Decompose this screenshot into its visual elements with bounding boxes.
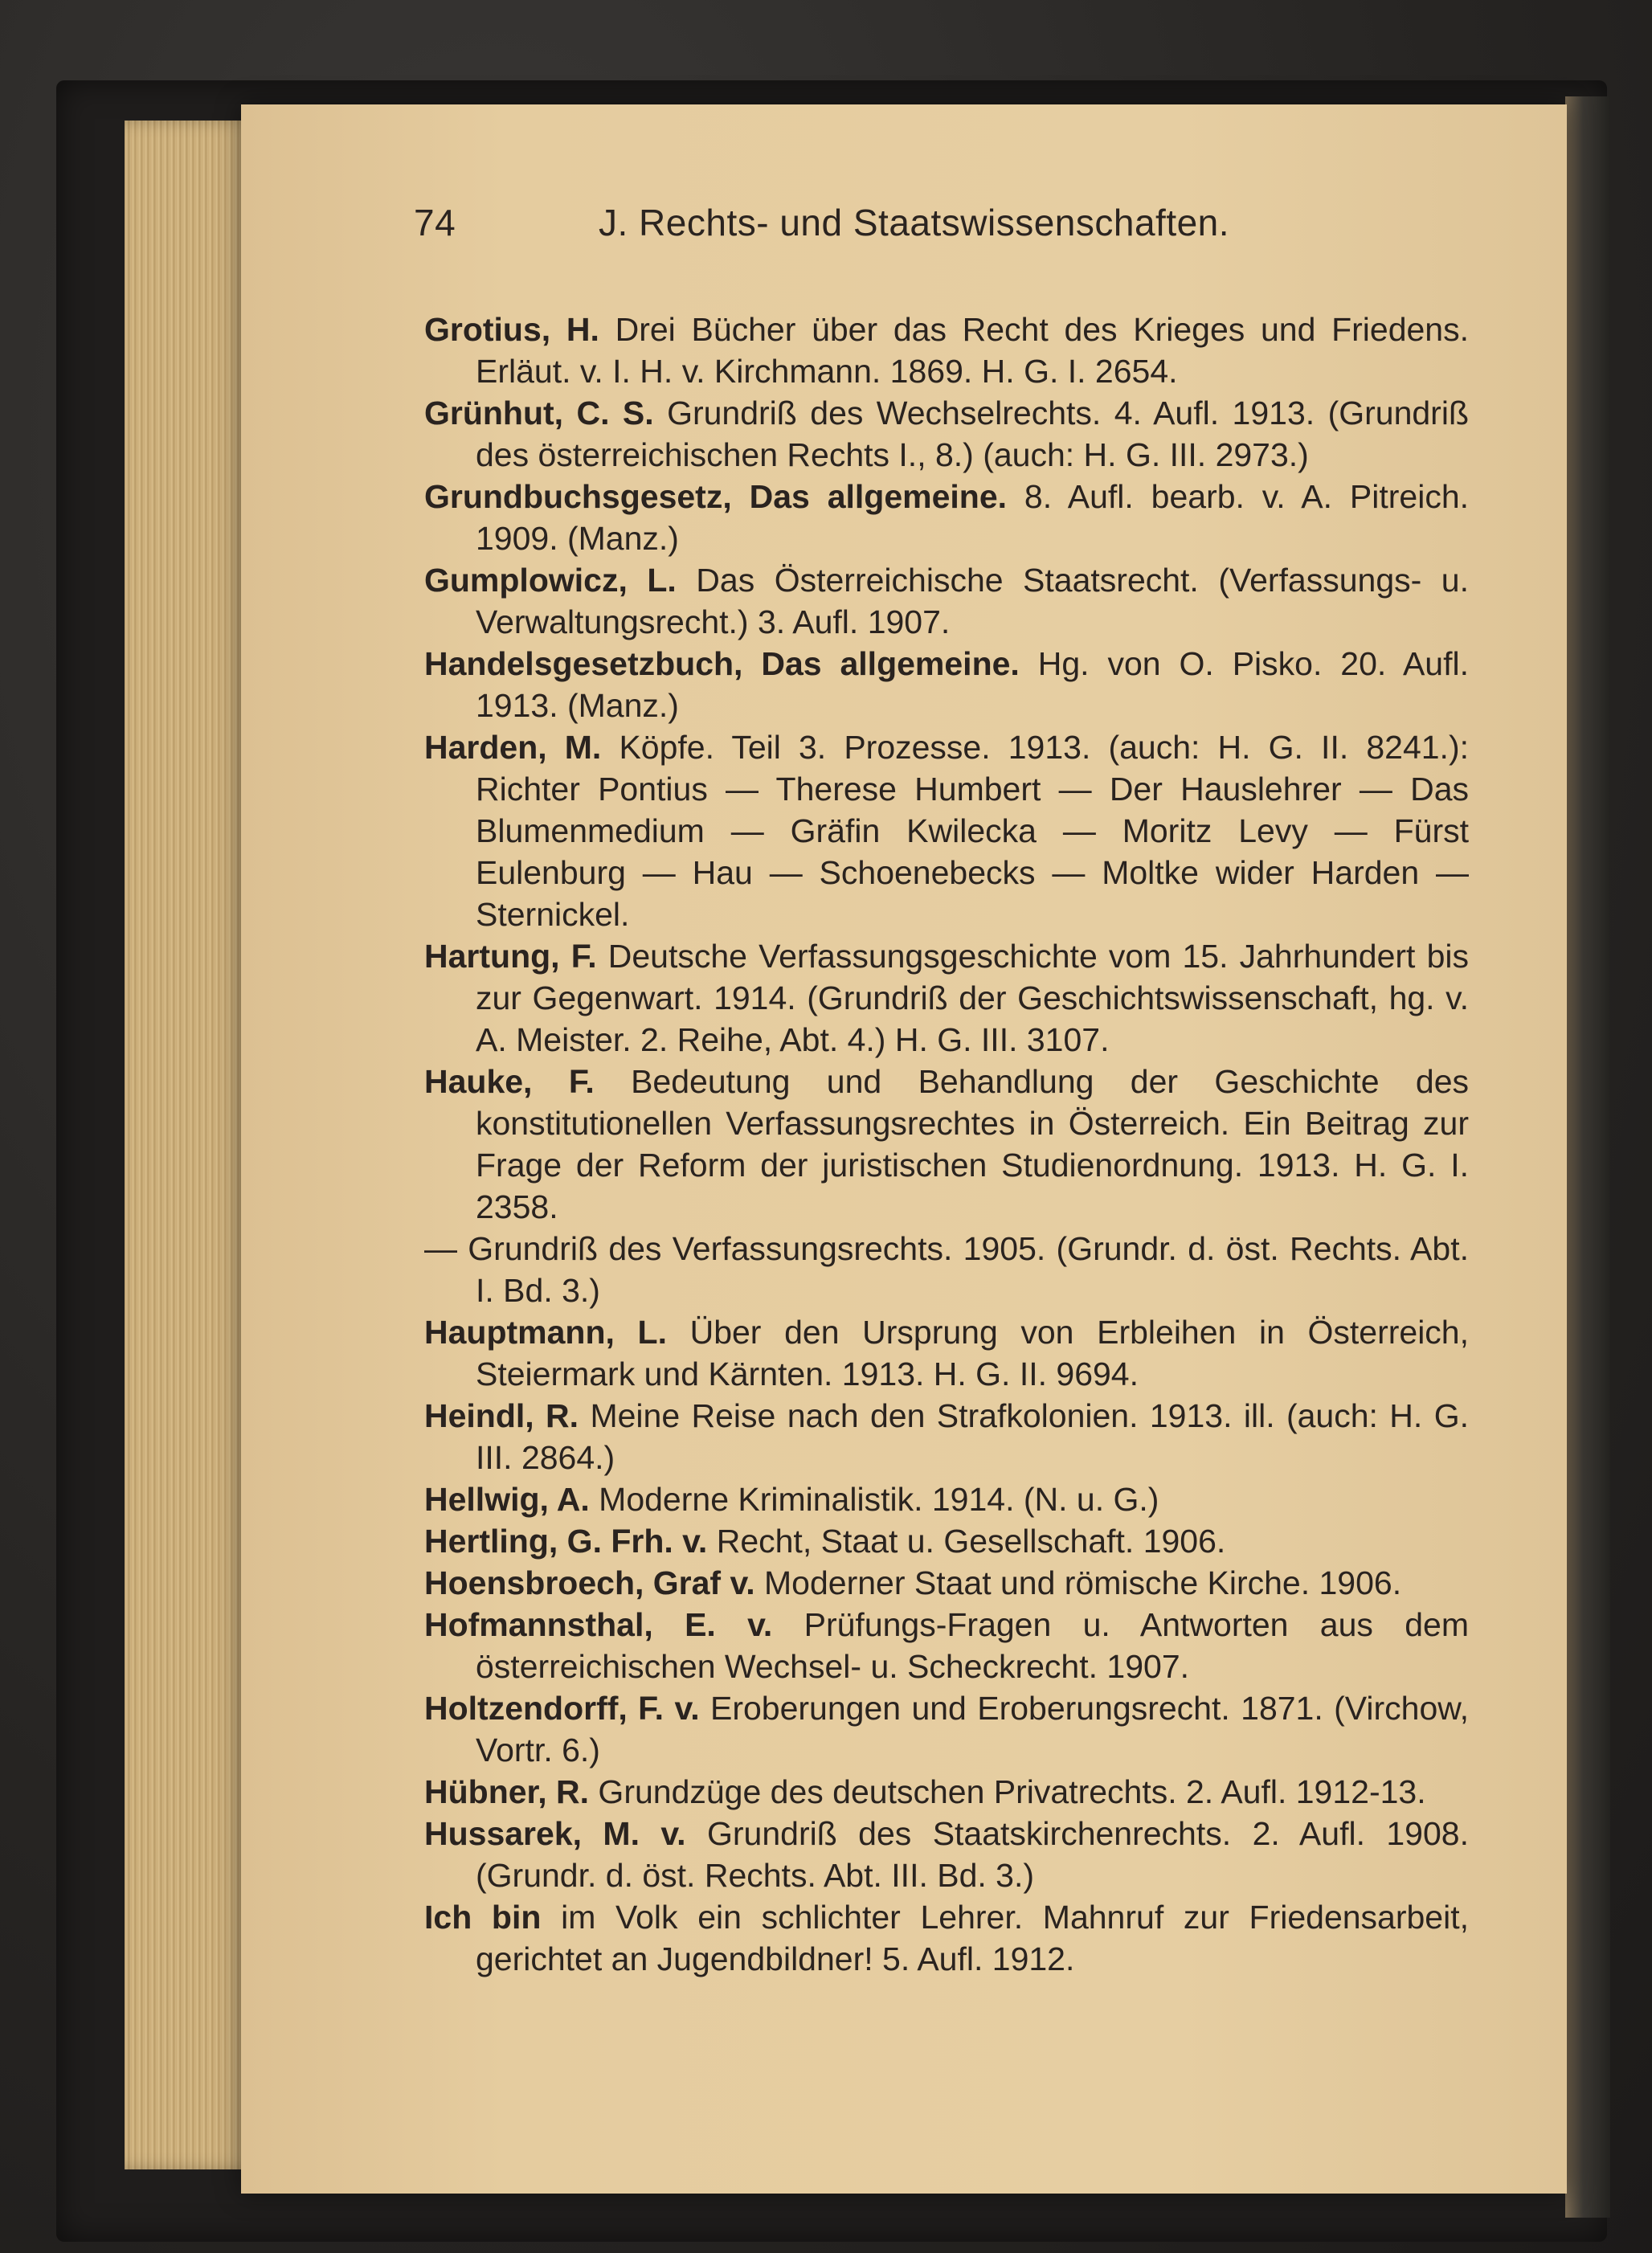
- entry-text: Moderner Staat und römische Kirche. 1906.: [754, 1564, 1402, 1601]
- running-head: J. Rechts- und Staatswissenschaften.: [599, 202, 1230, 243]
- book-gutter: [1565, 96, 1610, 2218]
- bibliography-entry: [424, 1771, 1469, 1813]
- entry-author: Hübner, R.: [424, 1773, 590, 1810]
- entry-author: Hauke, F.: [424, 1063, 595, 1100]
- entry-text: Drei Bücher über das Recht des Krieges und Friedens. Erläut. v. I. H. v. Kirchmann. 1869. H. G. I. 2654.: [476, 311, 1469, 390]
- page-edges: [125, 121, 253, 2169]
- entry-text: Deutsche Verfassungsgeschichte vom 15. Jahrhundert bis zur Gegenwart. 1914. (Grundriß der Geschichtswissenschaft, hg. v. A. Meister. 2. Reihe, Abt. 4.) H. G. III. 3107.: [476, 938, 1470, 1058]
- bibliography-entry: [424, 476, 1469, 559]
- entry-text: 8. Aufl. bearb. v. A. Pitreich. 1909. (Manz.): [476, 478, 1470, 557]
- entry-author: Hartung, F.: [424, 938, 597, 975]
- entry-author: Holtzendorff, F. v.: [424, 1690, 700, 1727]
- bibliography-entry: [424, 1520, 1469, 1562]
- entry-author: Ich bin: [424, 1899, 542, 1936]
- bibliography-entry: [424, 1395, 1469, 1478]
- entry-text: Bedeutung und Behandlung der Geschichte des konstitutionellen Verfassungsrechtes in Österreich. Ein Beitrag zur Frage der Reform der juristischen Studienordnung. 1913. H. G. I. 2358.: [476, 1063, 1470, 1225]
- bibliography-entry: [424, 392, 1469, 476]
- bibliography-entry: [424, 726, 1469, 935]
- bibliography-list: [424, 309, 1469, 1980]
- entry-text: Über den Ursprung von Erbleihen in Österreich, Steiermark und Kärnten. 1913. H. G. II. 9694.: [476, 1314, 1469, 1392]
- bibliography-entry: [424, 559, 1469, 643]
- entry-author: Heindl, R.: [424, 1397, 579, 1434]
- bibliography-entry: [424, 935, 1469, 1061]
- bibliography-entry: [424, 1061, 1469, 1228]
- entry-text: Hg. von O. Pisko. 20. Aufl. 1913. (Manz.): [476, 645, 1469, 724]
- entry-author: Grünhut, C. S.: [424, 395, 654, 431]
- entry-author: Hertling, G. Frh. v.: [424, 1523, 708, 1560]
- bibliography-entry: [424, 1562, 1469, 1604]
- bibliography-entry: [424, 1813, 1469, 1896]
- entry-dash: —: [424, 1230, 457, 1267]
- entry-text: Grundriß des Staatskirchenrechts. 2. Aufl. 1908. (Grundr. d. öst. Rechts. Abt. III. Bd. 3.): [476, 1815, 1469, 1894]
- entry-text: Meine Reise nach den Strafkolonien. 1913. ill. (auch: H. G. III. 2864.): [476, 1397, 1469, 1476]
- entry-text: Köpfe. Teil 3. Prozesse. 1913. (auch: H. G. II. 8241.): Richter Pontius — Therese Humbert — Der Hauslehrer — Das Blumenmedium — Gräfin Kwilecka — Moritz Levy — Fürst Eulenburg — Hau — Schoenebecks — Moltke wider Harden — Sternickel.: [476, 729, 1469, 933]
- entry-text: Recht, Staat u. Gesellschaft. 1906.: [707, 1523, 1226, 1560]
- page-header: [414, 201, 1229, 244]
- entry-author: Handelsgesetzbuch, Das allgemeine.: [424, 645, 1020, 682]
- bibliography-entry: [424, 643, 1469, 726]
- page-number: 74: [414, 202, 456, 243]
- entry-author: Gumplowicz, L.: [424, 562, 677, 599]
- entry-author: Hellwig, A.: [424, 1481, 590, 1518]
- bibliography-entry: [424, 1687, 1469, 1771]
- bibliography-entry: [424, 1228, 1469, 1311]
- bibliography-entry: [424, 1896, 1469, 1980]
- bibliography-entry: [424, 1311, 1469, 1395]
- entry-author: Grundbuchsgesetz, Das allgemeine.: [424, 478, 1008, 515]
- bibliography-entry: [424, 309, 1469, 392]
- entry-text: Grundriß des Verfassungsrechts. 1905. (Grundr. d. öst. Rechts. Abt. I. Bd. 3.): [457, 1230, 1469, 1309]
- entry-author: Hoensbroech, Graf v.: [424, 1564, 755, 1601]
- entry-text: Das Österreichische Staatsrecht. (Verfassungs- u. Verwaltungsrecht.) 3. Aufl. 1907.: [476, 562, 1469, 640]
- entry-text: im Volk ein schlichter Lehrer. Mahnruf zur Friedensarbeit, gerichtet an Jugendbildner! 5. Aufl. 1912.: [476, 1899, 1469, 1977]
- entry-text: Grundzüge des deutschen Privatrechts. 2. Aufl. 1912-13.: [589, 1773, 1426, 1810]
- entry-text: Eroberungen und Eroberungsrecht. 1871. (Virchow, Vortr. 6.): [476, 1690, 1469, 1768]
- entry-text: Prüfungs-Fragen u. Antworten aus dem österreichischen Wechsel- u. Scheckrecht. 1907.: [476, 1606, 1469, 1685]
- entry-author: Hussarek, M. v.: [424, 1815, 686, 1852]
- entry-author: Harden, M.: [424, 729, 602, 766]
- entry-author: Hofmannsthal, E. v.: [424, 1606, 773, 1643]
- entry-author: Grotius, H.: [424, 311, 599, 348]
- entry-text: Grundriß des Wechselrechts. 4. Aufl. 1913. (Grundriß des österreichischen Rechts I., 8.) (auch: H. G. III. 2973.): [476, 395, 1469, 473]
- bibliography-entry: [424, 1604, 1469, 1687]
- bibliography-entry: [424, 1478, 1469, 1520]
- entry-author: Hauptmann, L.: [424, 1314, 667, 1351]
- entry-text: Moderne Kriminalistik. 1914. (N. u. G.): [589, 1481, 1159, 1518]
